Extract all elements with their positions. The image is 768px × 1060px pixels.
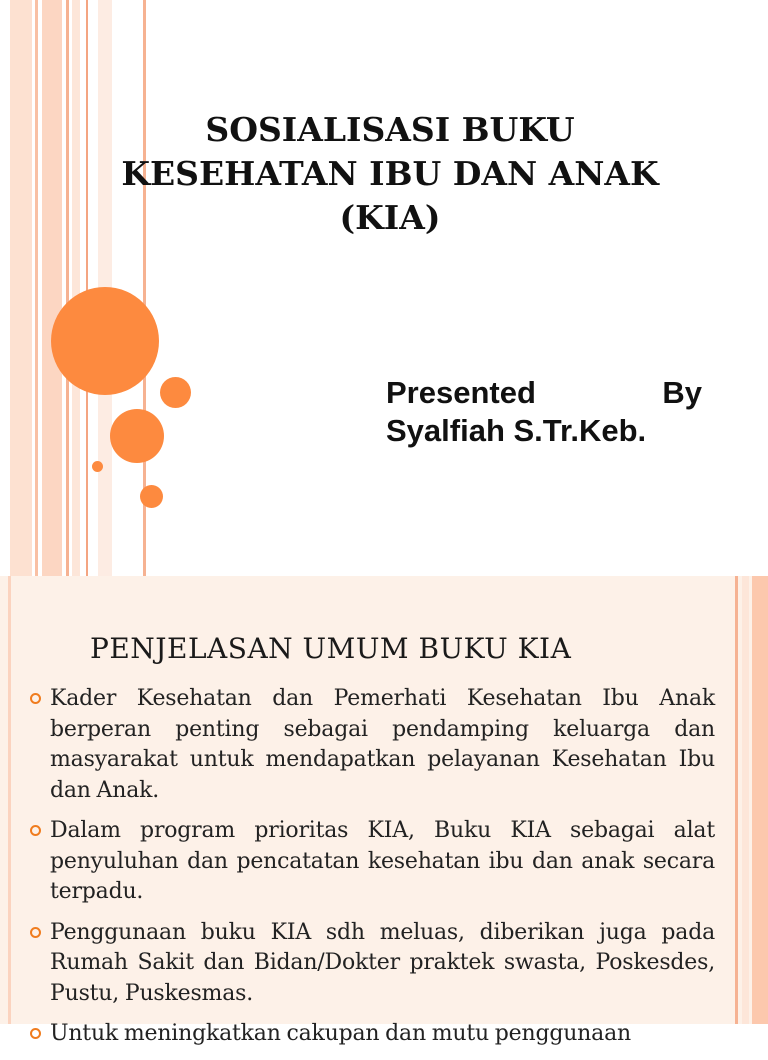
bullet-item xyxy=(30,684,715,806)
decorative-circle-tiny xyxy=(140,485,163,508)
title-line-1: SOSIALISASI BUKU xyxy=(205,110,575,149)
by-label: By xyxy=(662,375,702,410)
right-stripe-2 xyxy=(742,576,749,1024)
right-stripe-3 xyxy=(752,576,768,1024)
title-line-3: (KIA) xyxy=(339,198,441,237)
bullet-item xyxy=(30,816,715,908)
bullet-list xyxy=(30,684,715,1060)
section-title: PENJELASAN UMUM BUKU KIA xyxy=(90,632,572,665)
slide-title xyxy=(70,108,710,240)
right-stripe-1 xyxy=(735,576,738,1024)
bullet-text: Dalam program prioritas KIA, Buku KIA sebagai alat penyuluhan dan pencatatan kesehatan ibu dan anak secara terpadu. xyxy=(50,818,715,904)
ring-bullet-icon xyxy=(30,825,41,836)
ring-bullet-icon xyxy=(30,1028,41,1039)
bullet-item xyxy=(30,918,715,1010)
bullet-text: Untuk meningkatkan cakupan dan mutu penggunaan xyxy=(50,1021,631,1046)
left-stripe xyxy=(8,576,11,1024)
presenter-name: Syalfiah S.Tr.Keb. xyxy=(386,413,647,448)
title-line-2: KESEHATAN IBU DAN ANAK xyxy=(121,154,659,193)
bullet-text: Kader Kesehatan dan Pemerhati Kesehatan Ibu Anak berperan penting sebagai pendamping keluarga dan masyarakat untuk mendapatkan pelayanan Kesehatan Ibu dan Anak. xyxy=(50,686,715,803)
ring-bullet-icon xyxy=(30,927,41,938)
bullet-text: Penggunaan buku KIA sdh meluas, diberikan juga pada Rumah Sakit dan Bidan/Dokter praktek swasta, Poskesdes, Pustu, Puskesmas. xyxy=(50,919,715,1006)
decorative-dot xyxy=(92,461,103,472)
decorative-stripes xyxy=(0,0,150,576)
presented-label: Presented xyxy=(386,375,536,410)
decorative-circle-small xyxy=(160,377,191,408)
decorative-circle-medium xyxy=(110,409,164,463)
presenter-info xyxy=(386,374,702,450)
decorative-circle-large xyxy=(51,287,159,395)
ring-bullet-icon xyxy=(30,693,41,704)
